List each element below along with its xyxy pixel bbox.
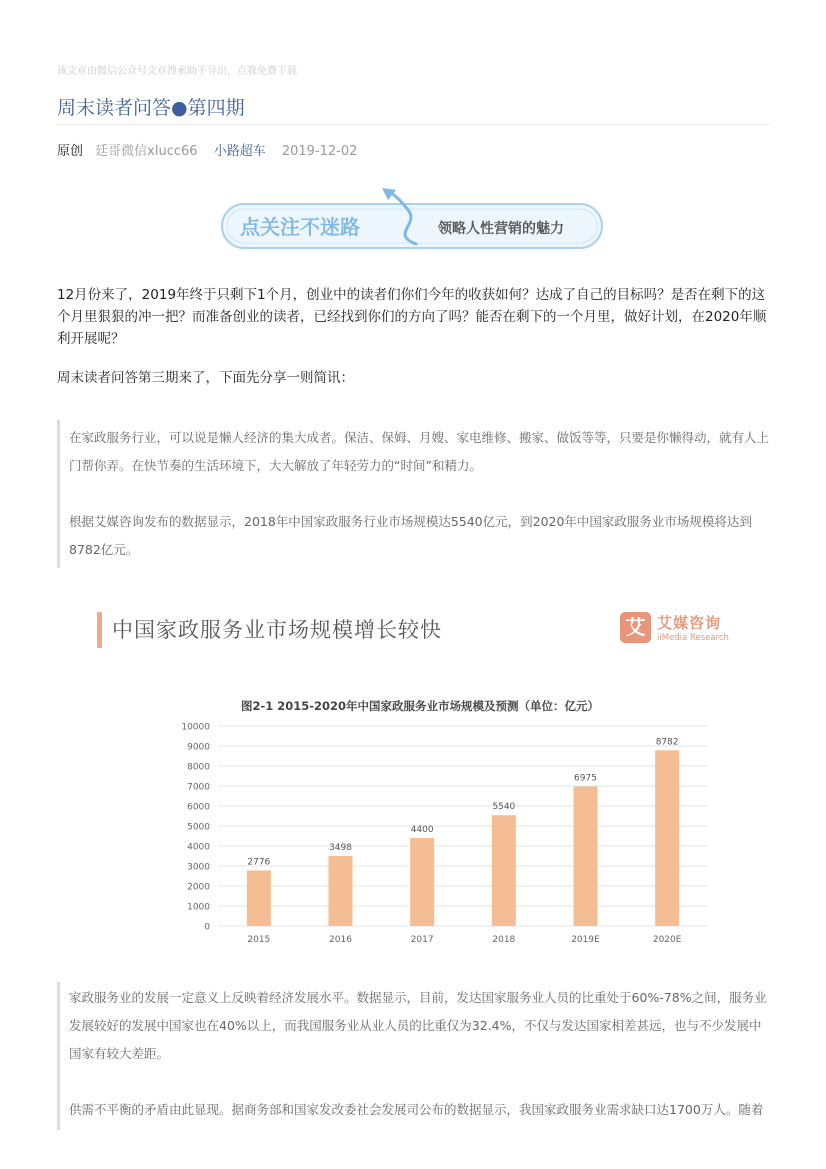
quote1-paragraph-1: 在家政服务行业，可以说是懒人经济的集大成者。保洁、保姆、月嫂、家电维修、搬家、做饭等等，只要是你懒得动，就有人上门帮你弄。在快节奏的生活环境下，大大解放了年轻劳力的“时间”和精力。 <box>69 430 770 473</box>
bar-value-label: 3498 <box>329 843 352 854</box>
bar-value-label: 5540 <box>492 802 516 813</box>
y-tick-label: 3000 <box>187 862 210 873</box>
bar-2019E <box>574 787 598 927</box>
logo-subtitle: iiMedia Research <box>657 633 729 643</box>
y-tick-label: 6000 <box>187 802 210 813</box>
x-tick-label: 2015 <box>247 935 271 945</box>
x-tick-label: 2016 <box>329 935 352 945</box>
y-tick-label: 2000 <box>187 882 210 893</box>
bar-value-label: 6975 <box>574 773 597 784</box>
logo-name: 艾媒咨询 <box>657 614 722 632</box>
chart-title: 图2-1 2015-2020年中国家政服务业市场规模及预测（单位：亿元） <box>240 699 600 713</box>
x-tick-label: 2017 <box>410 935 434 945</box>
quote2-paragraph-2: 供需不平衡的矛盾由此显现。据商务部和国家发改委社会发展司公布的数据显示，我国家政服务业需求缺口达1700万人。随着 <box>69 1102 764 1117</box>
quote-block-2 <box>57 982 770 1130</box>
bar-2016 <box>329 856 353 926</box>
export-tip-link[interactable]: 该文章由微信公众号文章搜索助手导出，点我免费下载 <box>57 66 297 77</box>
bar-2018 <box>492 815 516 926</box>
market-figure <box>90 600 750 950</box>
y-tick-label: 8000 <box>187 762 210 773</box>
bar-2020E <box>655 750 679 926</box>
banner-right-text: 领略人性营销的魅力 <box>438 221 564 237</box>
quote2-paragraph-1: 家政服务业的发展一定意义上反映着经济发展水平。数据显示，目前，发达国家服务业人员的比重处于60%-78%之间，服务业发展较好的发展中国家也在40%以上，而我国服务业从业人员的比重仅为32.4%，不仅与发达国家相差甚远，也与不少发展中国家有较大差距。 <box>69 990 767 1061</box>
account-link[interactable]: 小路超车 <box>213 144 266 159</box>
market-size-chart <box>90 600 750 950</box>
banner-left-text: 点关注不迷路 <box>240 215 360 239</box>
y-tick-label: 9000 <box>187 742 210 753</box>
y-tick-label: 10000 <box>181 722 210 733</box>
original-badge: 原创 <box>57 144 84 159</box>
x-tick-label: 2020E <box>652 935 682 945</box>
bar-value-label: 2776 <box>247 857 271 868</box>
article-meta <box>57 140 357 159</box>
intro-paragraph: 12月份来了，2019年终于只剩下1个月，创业中的读者们你们今年的收获如何？达成了自己的目标吗？是否在剩下的这个月里狠狠的冲一把？而准备创业的读者，已经找到你们的方向了吗？能否在剩下的一个月里，做好计划，在2020年顺利开展呢？ <box>57 287 767 347</box>
lead-paragraph: 周末读者问答第三期来了，下面先分享一则简讯： <box>57 370 354 386</box>
y-tick-label: 4000 <box>187 842 210 853</box>
article-title: 周末读者问答●第四期 <box>57 97 245 119</box>
logo-mark: 艾 <box>620 612 651 643</box>
quote-block-1 <box>57 420 770 568</box>
publish-date: 2019-12-02 <box>281 144 358 159</box>
y-tick-label: 7000 <box>187 782 210 793</box>
x-tick-label: 2019E <box>571 935 600 945</box>
x-tick-label: 2018 <box>492 935 516 945</box>
bar-2015 <box>247 870 271 926</box>
bar-2017 <box>410 838 434 926</box>
follow-banner <box>220 186 604 252</box>
bar-value-label: 4400 <box>410 825 434 835</box>
y-tick-label: 0 <box>204 922 210 933</box>
y-tick-label: 5000 <box>187 822 210 833</box>
figure-heading: 中国家政服务业市场规模增长较快 <box>112 618 442 642</box>
quote1-paragraph-2: 根据艾媒咨询发布的数据显示，2018年中国家政服务行业市场规模达5540亿元，到2020年中国家政服务业市场规模将达到8782亿元。 <box>69 514 752 557</box>
bar-value-label: 8782 <box>655 737 679 748</box>
y-tick-label: 1000 <box>187 902 210 913</box>
author-name: 廷哥微信xlucc66 <box>95 144 198 159</box>
title-divider <box>57 124 770 125</box>
